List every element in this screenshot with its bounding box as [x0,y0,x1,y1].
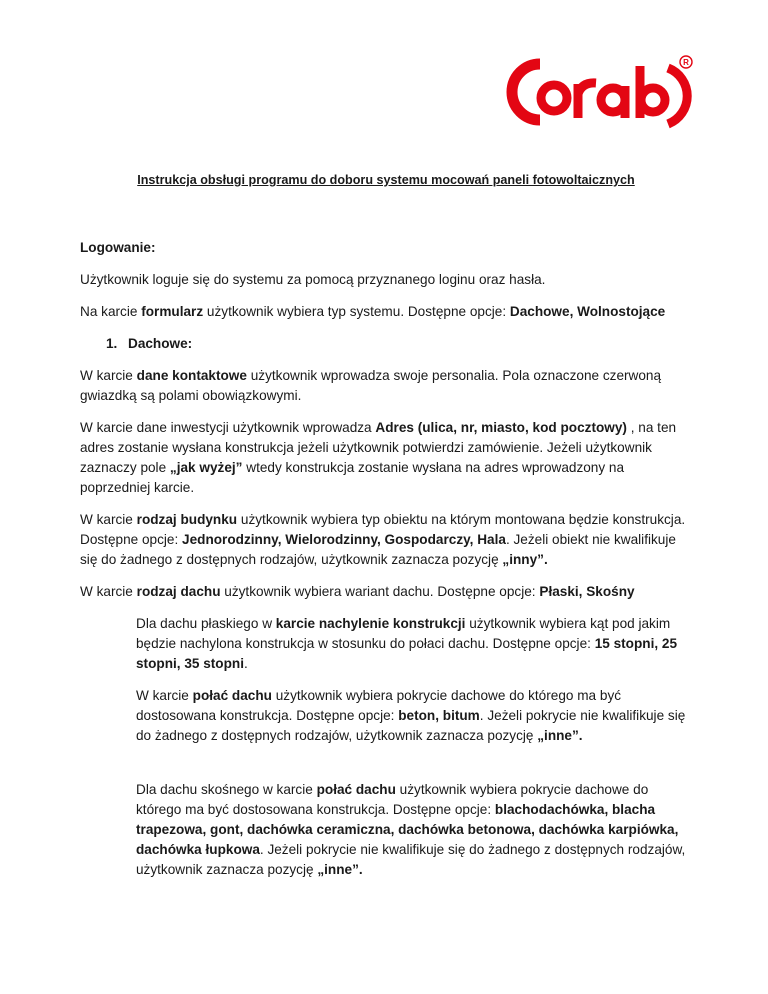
investment-paragraph: W karcie dane inwestycji użytkownik wprowadza Adres (ulica, nr, miasto, kod pocztowy) , na ten adres zostanie wysłana konstrukcja jeżeli użytkownik potwierdzi zamówienie. Jeżeli użytkownik zaznaczy pole „jak wyżej” wtedy konstrukcja zostanie wysłana na adres wprowadzony na poprzedniej karcie. [80,420,677,495]
login-paragraph: Użytkownik loguje się do systemu za pomocą przyznanego loginu oraz hasła. [80,272,546,287]
svg-text:R: R [683,58,689,67]
pitched-roof-surface-paragraph: Dla dachu skośnego w karcie połać dachu użytkownik wybiera pokrycie dachowe do którego ma być dostosowana konstrukcja. Dostępne opcje: blachodachówka, blacha trapezowa, gont, dachówka ceramiczna, dachówka betonowa, dachówka karpiówka, dachówka łupkowa. Jeżeli pokrycie nie kwalifikuje się do żadnego z dostępnych rodzajów, użytkownik zaznacza pozycję „inne”. [136,782,686,877]
document-title: Instrukcja obsługi programu do doboru systemu mocowań paneli fotowoltaicznych [137,173,635,187]
form-paragraph: Na karcie formularz użytkownik wybiera typ systemu. Dostępne opcje: Dachowe, Wolnostojące [80,304,666,319]
section-heading-dachowe: 1. Dachowe: [106,336,193,351]
roof-type-paragraph: W karcie rodzaj dachu użytkownik wybiera wariant dachu. Dostępne opcje: Płaski, Skośny [80,584,635,599]
contact-paragraph: W karcie dane kontaktowe użytkownik wprowadza swoje personalia. Pola oznaczone czerwoną gwiazdką są polami obowiązkowymi. [80,368,662,403]
flat-roof-surface-paragraph: W karcie połać dachu użytkownik wybiera pokrycie dachowe do którego ma być dostosowana konstrukcja. Dostępne opcje: beton, bitum. Jeżeli pokrycie nie kwalifikuje się do żadnego z dostępnych rodzajów, użytkownik zaznacza pozycję „inne”. [136,688,686,743]
building-type-paragraph: W karcie rodzaj budynku użytkownik wybiera typ obiektu na którym montowana będzie konstrukcja. Dostępne opcje: Jednorodzinny, Wielorodzinny, Gospodarczy, Hala. Jeżeli obiekt nie kwalifikuje się do żadnego z dostępnych rodzajów, użytkownik zaznacza pozycję „inny”. [80,512,686,567]
flat-roof-tilt-paragraph: Dla dachu płaskiego w karcie nachylenie konstrukcji użytkownik wybiera kąt pod jakim będzie nachylona konstrukcja w stosunku do połaci dachu. Dostępne opcje: 15 stopni, 25 stopni, 35 stopni. [136,616,678,671]
document-body [80,170,692,892]
login-heading: Logowanie: [80,240,156,255]
corab-logo [500,52,695,132]
spacer [80,758,692,780]
